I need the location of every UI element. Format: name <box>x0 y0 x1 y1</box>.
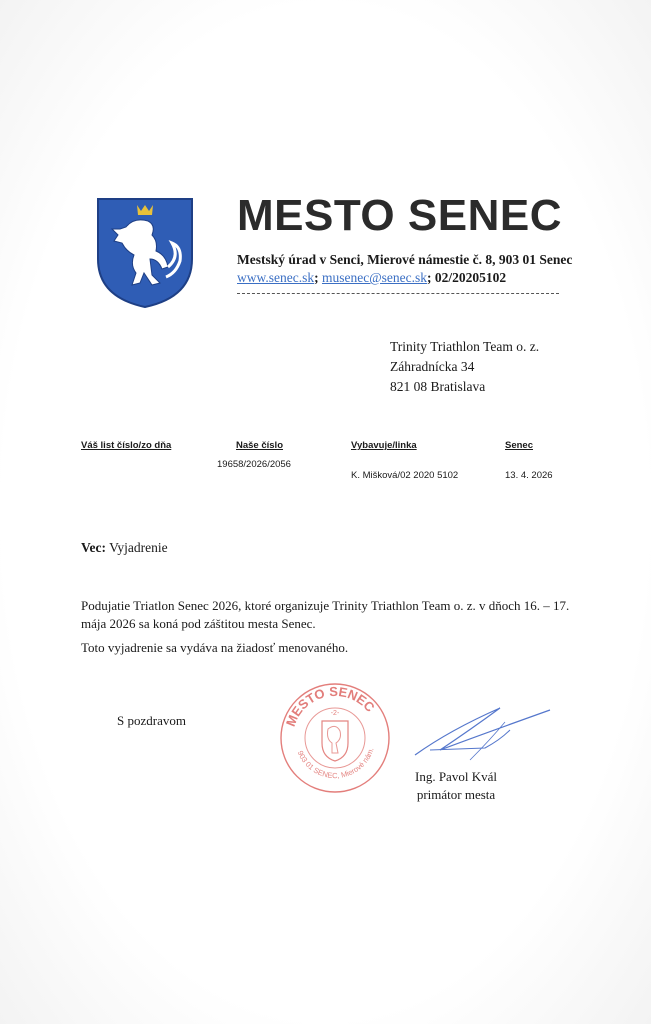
ref-handled-by-value: K. Mišková/02 2020 5102 <box>351 470 459 481</box>
phone-number: 02/20205102 <box>434 270 507 285</box>
stamp-top-text: MESTO SENEC <box>282 683 378 729</box>
recipient-address <box>390 337 539 397</box>
ref-date-value: 13. 4. 2026 <box>505 470 553 481</box>
coat-of-arms-icon <box>96 197 194 309</box>
ref-our-number-value-wrap <box>217 440 291 470</box>
body-paragraph-2: Toto vyjadrenie sa vydáva na žiadosť menovaného. <box>81 640 349 655</box>
ref-our-number-label: Naše číslo <box>236 440 283 451</box>
stamp-bottom-text: 903 01 SENEC, Mierové nám. <box>295 746 376 781</box>
official-stamp-icon <box>278 681 392 795</box>
recipient-city: 821 08 Bratislava <box>390 379 486 394</box>
body-paragraph-1: Podujatie Triatlon Senec 2026, ktoré organizuje Trinity Triathlon Team o. z. v dňoch 16. – 17. mája 2026 sa koná pod záštitou mesta Senec. <box>81 598 570 631</box>
ref-your-letter-label: Váš list číslo/zo dňa <box>81 440 172 451</box>
contact-line: www.senec.sk; musenec@senec.sk; 02/20205102 <box>237 270 507 285</box>
header-divider <box>237 293 559 294</box>
svg-text:MESTO SENEC <box>283 684 378 729</box>
signer-role: primátor mesta <box>416 787 496 802</box>
email-link[interactable]: musenec@senec.sk <box>321 270 428 285</box>
ref-our-number-value: 19658/2026/2056 <box>217 459 291 470</box>
office-address: Mestský úrad v Senci, Mierové námestie č. 8, 903 01 Senec <box>237 252 573 267</box>
recipient-street: Záhradnícka 34 <box>390 359 475 374</box>
greeting: S pozdravom <box>117 713 186 728</box>
website-link[interactable]: www.senec.sk <box>237 270 315 285</box>
ref-handled-by <box>351 440 458 481</box>
ref-your-letter <box>81 440 171 451</box>
subject-value: Vyjadrenie <box>109 540 168 555</box>
subject-line <box>81 540 168 556</box>
signer-block <box>415 768 497 804</box>
subject-label: Vec: <box>81 540 106 555</box>
ref-place-date <box>505 440 553 481</box>
recipient-name: Trinity Triathlon Team o. z. <box>390 339 540 354</box>
svg-text:903 01 SENEC, Mierové nám. <box>296 746 376 780</box>
page-title: MESTO SENEC <box>237 191 562 240</box>
stamp-number: -2- <box>330 710 340 717</box>
ref-place-label: Senec <box>505 440 533 451</box>
ref-handled-by-label: Vybavuje/linka <box>351 440 417 451</box>
handwritten-signature <box>410 700 555 765</box>
signer-name: Ing. Pavol Kvál <box>415 769 497 784</box>
